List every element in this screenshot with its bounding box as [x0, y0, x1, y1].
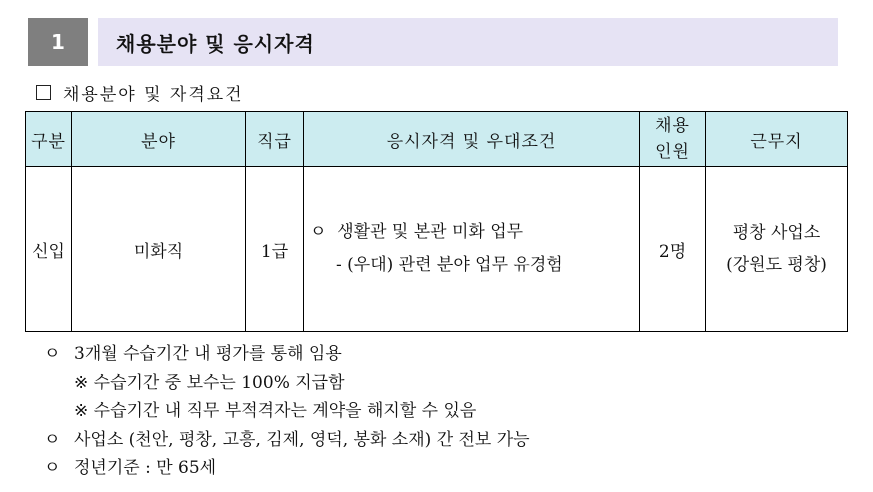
cell-headcount: 2명 — [640, 167, 706, 332]
cell-grade: 1급 — [246, 167, 304, 332]
header-category: 구분 — [26, 112, 72, 167]
header-headcount-line2: 인원 — [655, 142, 690, 162]
bullet-icon: ㅇ — [44, 429, 61, 450]
location-line2: (강원도 평창) — [726, 255, 827, 275]
header-field: 분야 — [72, 112, 246, 167]
note-item1-sub2: 수습기간 내 직무 부적격자는 계약을 해지할 수 있음 — [93, 401, 477, 421]
cell-location — [706, 167, 848, 332]
header-headcount — [640, 112, 706, 167]
cell-field: 미화직 — [72, 167, 246, 332]
location-line1: 평창 사업소 — [732, 223, 821, 243]
notes-list — [44, 340, 530, 483]
list-item — [44, 454, 530, 483]
header-location: 근무지 — [706, 112, 848, 167]
section-number: 1 — [28, 18, 88, 66]
checkbox-icon — [36, 85, 51, 100]
section-header — [28, 18, 838, 66]
cell-conditions — [304, 167, 640, 332]
condition-main-line — [310, 216, 639, 249]
condition-main: 생활관 및 본관 미화 업무 — [337, 222, 524, 242]
subheading — [36, 80, 244, 105]
table-header-row — [26, 112, 848, 167]
section-title: 채용분야 및 응시자격 — [98, 18, 838, 66]
bullet-icon: ㅇ — [44, 458, 61, 478]
condition-bullet: ㅇ — [310, 222, 327, 242]
cell-category: 신입 — [26, 167, 72, 332]
header-grade: 직급 — [246, 112, 304, 167]
header-headcount-line1: 채용 — [655, 116, 690, 136]
table-row — [26, 167, 848, 332]
note-item3: 정년기준 : 만 65세 — [74, 458, 217, 478]
subheading-text: 채용분야 및 자격요건 — [63, 85, 244, 105]
reference-mark-icon: ※ — [74, 372, 89, 393]
bullet-icon: ㅇ — [44, 344, 61, 364]
note-item1: 3개월 수습기간 내 평가를 통해 임용 — [74, 344, 342, 364]
list-item — [44, 426, 530, 455]
reference-mark-icon: ※ — [74, 401, 89, 421]
condition-sub: - (우대) 관련 분야 업무 유경험 — [336, 255, 563, 275]
note-item2: 사업소 (천안, 평창, 고흥, 김제, 영덕, 봉화 소재) 간 전보 가능 — [74, 429, 530, 450]
list-item — [44, 340, 530, 369]
list-item — [44, 369, 530, 398]
recruitment-table — [25, 111, 848, 332]
note-item1-sub1: 수습기간 중 보수는 100% 지급함 — [93, 372, 345, 393]
header-conditions: 응시자격 및 우대조건 — [304, 112, 640, 167]
list-item — [44, 397, 530, 426]
